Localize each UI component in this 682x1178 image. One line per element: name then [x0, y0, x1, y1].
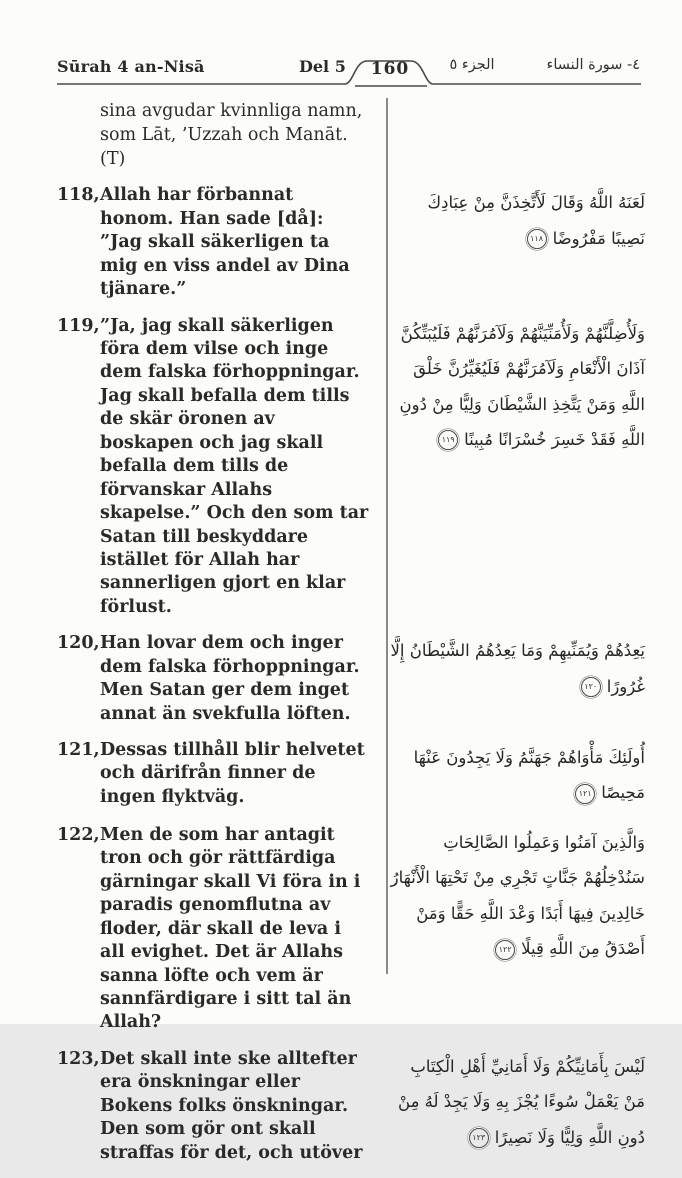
verse-swedish-120 [57, 632, 369, 726]
ayah-number: ١٢٣ [472, 1133, 486, 1143]
verse-text-arabic-120 [389, 632, 645, 726]
verse-text-swedish: Dessas tillhåll blir helvetet och därifrån finner de ingen flyktväg. [100, 740, 365, 807]
header-rule [0, 0, 682, 96]
verse-text-arabic-119 [389, 315, 645, 620]
intro-arabic-empty [389, 100, 645, 171]
verse-number: 118, [57, 185, 100, 206]
page-header [0, 0, 682, 96]
verse-text-arabic-123 [389, 1048, 645, 1165]
verse-number: 121, [57, 740, 100, 761]
arabic-text: يَعِدُهُمْ وَيُمَنِّيهِمْ وَمَا يَعِدُهُمُ الشَّيْطَانُ إِلَّا غُرُورًا [390, 641, 645, 696]
ayah-end-marker [575, 784, 595, 804]
verse-row-120 [57, 632, 645, 726]
verse-row-119 [57, 315, 645, 620]
verse-text-arabic-122 [389, 824, 645, 1035]
surah-title-arabic: ٤- سورة النساء [546, 57, 640, 73]
verse-text-swedish: Det skall inte ske alltefter era önskningar eller Bokens folks önskningar. Den som gör ont skall straffas för det, och utöver [100, 1048, 363, 1163]
ayah-number: ١٢٠ [584, 682, 598, 692]
arabic-text: أُولَئِكَ مَأْوَاهُمْ جَهَنَّمُ وَلَا يَجِدُونَ عَنْهَا مَحِيصًا [413, 748, 645, 803]
verse-row-118 [57, 184, 645, 301]
arabic-text: لَيْسَ بِأَمَانِيِّكُمْ وَلَا أَمَانِيِّ أَهْلِ الْكِتَابِ مَنْ يَعْمَلْ سُوءًا يُجْزَ بِهِ وَلَا يَجِدْ لَهُ مِنْ دُونِ اللَّهِ وَلِيًّا وَلَا نَصِيرًا [398, 1056, 645, 1147]
intro-row [57, 100, 645, 171]
verse-row-123 [57, 1048, 645, 1165]
ayah-number: ١١٨ [530, 234, 544, 244]
verse-swedish-121 [57, 739, 369, 811]
content-columns [57, 100, 645, 1178]
ayah-number: ١٢٢ [498, 944, 512, 954]
surah-title-latin: Sūrah 4 an-Nisā [57, 57, 205, 76]
verse-swedish-119 [57, 315, 369, 620]
verse-number: 123, [57, 1048, 100, 1069]
intro-text: sina avgudar kvinnliga namn, som Lāt, ’Uzzah och Manāt. (T) [100, 101, 363, 169]
part-label: Del 5 [299, 57, 346, 76]
verse-number: 122, [57, 824, 100, 845]
arabic-text: وَالَّذِينَ آمَنُوا وَعَمِلُوا الصَّالِحَاتِ سَنُدْخِلُهُمْ جَنَّاتٍ تَجْرِي مِنْ تَحْتِهَا الْأَنْهَارُ خَالِدِينَ فِيهَا أَبَدًا وَعْدَ اللَّهِ حَقًّا وَمَنْ أَصْدَقُ مِنَ اللَّهِ قِيلًا [390, 832, 645, 959]
ayah-end-marker [527, 229, 547, 249]
verse-text-swedish: Men de som har antagit tron och gör rättfärdiga gärningar skall Vi föra in i paradis genomflutna av floder, där skall de leva i all evighet. Det är Allahs sanna löfte och vem är sannfärdigare i sitt tal än Allah? [100, 824, 361, 1033]
juz-label-arabic: الجزء ٥ [449, 57, 495, 73]
verse-text-arabic-121 [389, 739, 645, 811]
intro-swedish [57, 100, 369, 171]
verse-row-122 [57, 824, 645, 1035]
page-number: 160 [370, 59, 410, 79]
verse-text-arabic-118 [389, 184, 645, 301]
ayah-number: ١١٩ [441, 435, 455, 445]
verse-swedish-118 [57, 184, 369, 301]
verse-number: 119, [57, 315, 100, 336]
ayah-end-marker [581, 677, 601, 697]
verse-swedish-122 [57, 824, 369, 1035]
verse-swedish-123 [57, 1048, 369, 1165]
verse-text-swedish: Allah har förbannat honom. Han sade [då]: ”Jag skall säkerligen ta mig en viss andel av Dina tjänare.” [100, 185, 350, 300]
verse-text-swedish: Han lovar dem och inger dem falska förhoppningar. Men Satan ger dem inget annat än svekfulla löften. [100, 633, 360, 724]
verse-row-121 [57, 739, 645, 811]
ayah-end-marker [469, 1128, 489, 1148]
arabic-text: وَلَأُضِلَّنَّهُمْ وَلَأُمَنِّيَنَّهُمْ وَلَآمُرَنَّهُمْ فَلَيُبَتِّكُنَّ آذَانَ الْأَنْعَامِ وَلَآمُرَنَّهُمْ فَلَيُغَيِّرُنَّ خَلْقَ اللَّهِ وَمَنْ يَتَّخِذِ الشَّيْطَانَ وَلِيًّا مِنْ دُونِ اللَّهِ فَقَدْ خَسِرَ خُسْرَانًا مُبِينًا [399, 323, 645, 449]
ayah-end-marker [495, 940, 515, 960]
ayah-end-marker [438, 430, 458, 450]
verse-text-swedish: ”Ja, jag skall säkerligen föra dem vilse och inge dem falska förhoppningar. Jag skall befalla dem tills de skär öronen av boskapen och jag skall befalla dem tills de förvanskar Allahs skapelse.” Och den som tar Satan till beskyddare istället för Allah har sannerligen gjort en klar förlust. [100, 315, 369, 617]
ayah-number: ١٢١ [578, 788, 592, 798]
arabic-text: لَعَنَهُ اللَّهُ وَقَالَ لَأَتَّخِذَنَّ مِنْ عِبَادِكَ نَصِيبًا مَفْرُوضًا [427, 193, 645, 248]
verse-number: 120, [57, 633, 100, 654]
